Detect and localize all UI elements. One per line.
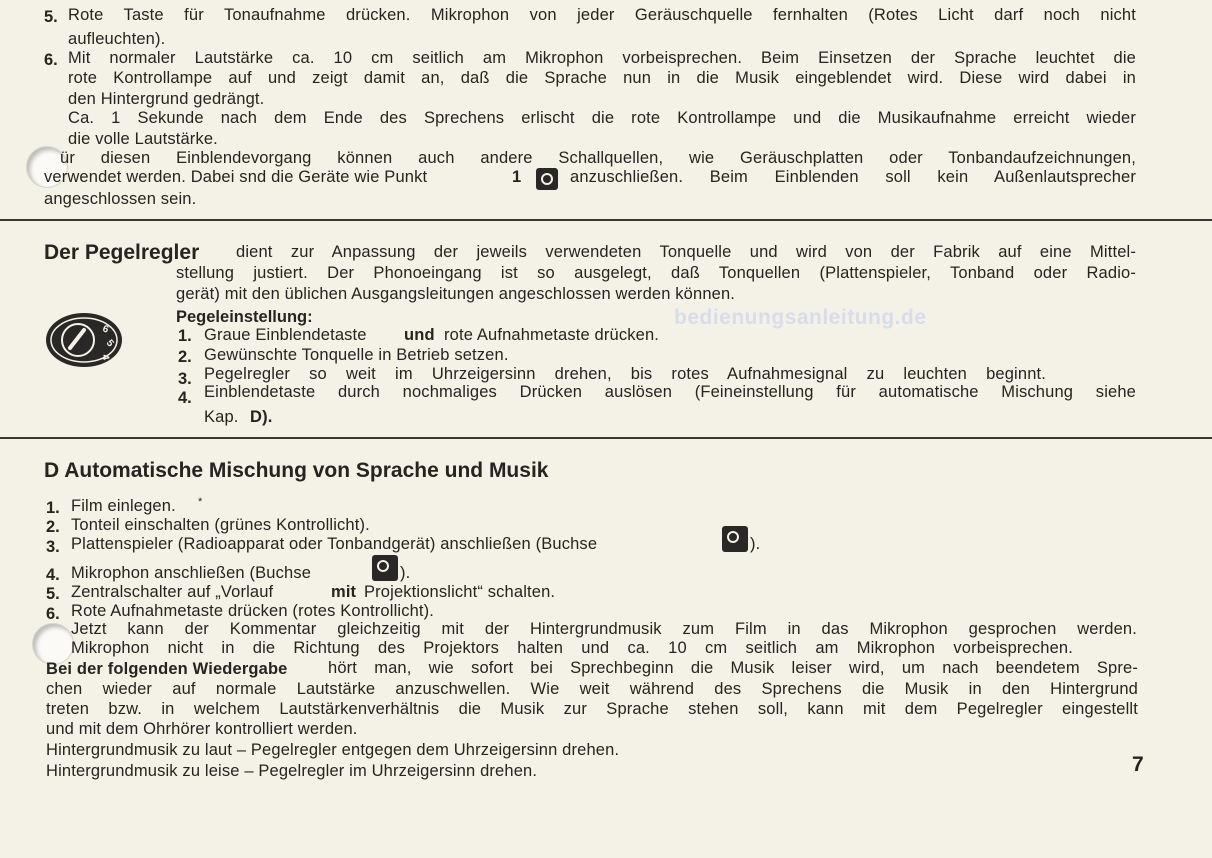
item-text-line: rote Kontrollampe auf und zeigt damit an, daß die Sprache nun in die Musik eingeblendet wird. Diese wird dabei in [68,69,1136,87]
body-line: Hintergrundmusik zu leise – Pegelregler im Uhrzeigersinn drehen. [46,762,538,780]
page-number: 7 [1132,753,1144,776]
microphone-socket-icon [372,555,398,581]
step-text: Rote Aufnahmetaste drücken (rotes Kontrollicht). [71,602,435,620]
item-text-line: aufleuchten). [68,30,166,48]
step-number: 3. [46,538,60,556]
para-line: ür diesen Einblendevorgang können auch andere Schallquellen, wie Geräuschplatten oder Tonbandaufzeichnungen, [60,149,1136,167]
body-line: und mit dem Ohrhörer kontrolliert werden. [46,720,358,738]
subheading: Pegeleinstellung: [176,308,313,326]
item-text-line: Ca. 1 Sekunde nach dem Ende des Sprechens erlischt die rote Kontrollampe und die Musikaufnahme erreicht wieder [68,109,1136,127]
watermark: bedienungsanleitung.de [674,306,927,329]
step-text: Einblendetaste durch nochmaliges Drücken auslösen (Feineinstellung für automatische Mischung siehe [204,383,1136,401]
socket-icon [536,168,558,190]
step-bold: D). [250,408,273,426]
step-number: 1. [46,499,60,517]
divider [0,437,1212,439]
step-bold: und [404,326,435,344]
step-text: rote Aufnahmetaste drücken. [444,326,660,344]
body-line: hört man, wie sofort bei Sprechbeginn die Musik leiser wird, um nach beendetem Spre- [328,659,1138,677]
step-text: Kap. [204,408,239,426]
step-text: Film einlegen. [71,497,176,515]
item-number: 5. [44,8,58,26]
item-text-line: Mit normaler Lautstärke ca. 10 cm seitlich am Mikrophon vorbeisprechen. Beim Einsetzen der Sprache leuchtet die [68,49,1136,67]
knob-digit: 4 [99,353,111,361]
item-text-line: die volle Lautstärke. [68,130,218,148]
section-heading: D Automatische Mischung von Sprache und Musik [44,459,549,482]
intro-line: stellung justiert. Der Phonoeingang ist so ausgelegt, daß Tonquellen (Plattenspieler, Tonband oder Radio- [176,264,1136,282]
step-number: 4. [178,389,192,407]
step-text: Graue Einblendetaste [204,326,367,344]
step-number: 6. [46,605,60,623]
step-number: 5. [46,585,60,603]
body-line: Jetzt kann der Kommentar gleichzeitig mit der Hintergrundmusik zum Film in das Mikrophon gesprochen werden. [71,620,1137,638]
step-text: Mikrophon anschließen (Buchse [71,564,312,582]
step-text: ). [400,564,411,582]
socket-icon [722,526,748,552]
section-heading: Der Pegelregler [44,241,200,264]
item-number: 6. [44,51,58,69]
step-number: 2. [46,518,60,536]
item-text-line: Rote Taste für Tonaufnahme drücken. Mikrophon von jeder Geräuschquelle fernhalten (Rotes Licht darf noch nicht [68,6,1136,24]
step-bold: mit [331,583,357,601]
level-control-knob-icon [44,310,124,370]
intro-line: gerät) mit den üblichen Ausgangsleitungen angeschlossen werden können. [176,285,736,303]
para-line: anzuschließen. Beim Einblenden soll kein Außenlautsprecher [570,168,1136,186]
binder-hole-bottom [33,624,73,664]
para-line: angeschlossen sein. [44,190,197,208]
body-bold: Bei der folgenden Wiedergabe [46,660,288,678]
item-text-line: den Hintergrund gedrängt. [68,90,265,108]
step-text: Tonteil einschalten (grünes Kontrollicht). [71,516,370,534]
step-text: Zentralschalter auf „Vorlauf [71,583,274,601]
step-text: Projektionslicht“ schalten. [364,583,556,601]
knob-digit: 5 [103,337,116,350]
step-number: 3. [178,370,192,388]
step-text: ). [750,535,761,553]
para-bold-ref: 1 [512,168,522,186]
step-text: Gewünschte Tonquelle in Betrieb setzen. [204,346,509,364]
divider [0,219,1212,221]
step-number: 4. [46,566,60,584]
body-line: treten bzw. in welchem Lautstärkenverhältnis die Musik zur Sprache stehen soll, kann mit dem Pegelregler eingestellt [46,700,1138,718]
step-number: 1. [178,327,192,345]
step-text: Plattenspieler (Radioapparat oder Tonbandgerät) anschließen (Buchse [71,535,598,553]
step-number: 2. [178,348,192,366]
step-text: Pegelregler so weit im Uhrzeigersinn drehen, bis rotes Aufnahmesignal zu leuchten beginnt. [204,365,1046,383]
para-line: verwendet werden. Dabei snd die Geräte wie Punkt [44,168,428,186]
body-line: Mikrophon nicht in die Richtung des Projektors halten und ca. 10 cm seitlich am Mikrophon vorbeisprechen. [71,639,1073,657]
knob-digit: 6 [100,323,110,336]
body-line: Hintergrundmusik zu laut – Pegelregler entgegen dem Uhrzeigersinn drehen. [46,741,620,759]
intro-line: dient zur Anpassung der jeweils verwendeten Tonquelle und wird von der Fabrik auf eine Mittel- [236,243,1136,261]
footnote-mark: * [198,496,203,508]
body-line: chen wieder auf normale Lautstärke anzuschwellen. Wie weit während des Sprechens die Musik in den Hintergrund [46,680,1138,698]
